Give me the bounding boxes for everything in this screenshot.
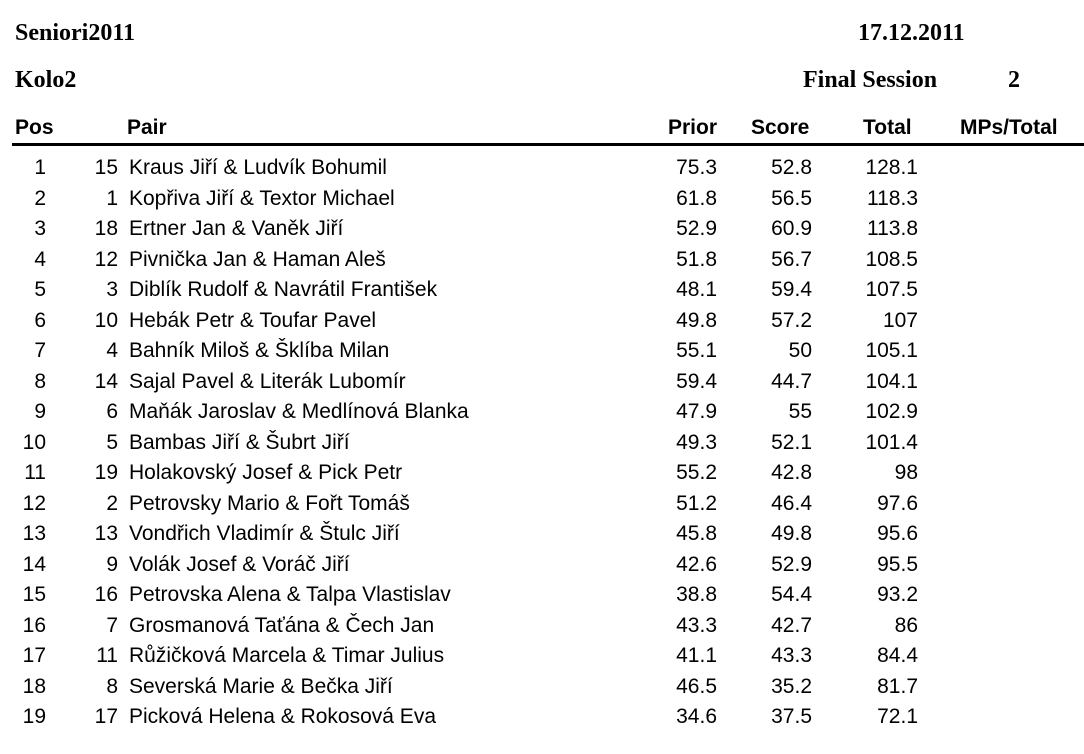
column-header-pair: Pair xyxy=(127,116,167,139)
table-row xyxy=(0,245,1084,276)
table-row xyxy=(0,611,1084,642)
cell-total: 118.3 xyxy=(867,186,918,210)
cell-pair-names: Bahník Miloš & Šklíba Milan xyxy=(129,339,390,362)
table-row xyxy=(0,580,1084,611)
cell-pos: 10 xyxy=(22,430,46,454)
cell-score: 59.4 xyxy=(771,278,812,301)
cell-pair-number: 3 xyxy=(106,278,118,301)
column-header-mps-total: MPs/Total xyxy=(960,116,1058,139)
session-number: 2 xyxy=(1008,67,1020,93)
cell-pair-number: 6 xyxy=(106,400,118,423)
cell-pair-names: Petrovsky Mario & Fořt Tomáš xyxy=(129,491,410,515)
cell-pair-number: 14 xyxy=(94,369,118,393)
cell-total: 107 xyxy=(882,308,918,332)
cell-pair-names: Kopřiva Jiří & Textor Michael xyxy=(129,186,395,210)
table-row xyxy=(0,336,1084,367)
cell-pair-number: 1 xyxy=(106,186,118,210)
table-row xyxy=(0,550,1084,581)
cell-pair-number: 10 xyxy=(94,308,118,332)
table-row xyxy=(0,275,1084,306)
cell-pos: 18 xyxy=(22,674,46,698)
cell-total: 128.1 xyxy=(865,156,918,179)
cell-total: 113.8 xyxy=(867,217,918,240)
cell-pair-names: Pivnička Jan & Haman Aleš xyxy=(129,247,386,271)
cell-pair-names: Bambas Jiří & Šubrt Jiří xyxy=(129,430,350,454)
table-row xyxy=(0,489,1084,520)
cell-prior: 49.3 xyxy=(676,430,717,454)
cell-total: 72.1 xyxy=(877,705,918,728)
cell-pair-names: Kraus Jiří & Ludvík Bohumil xyxy=(129,156,387,179)
cell-pos: 2 xyxy=(34,186,46,210)
cell-pair-number: 5 xyxy=(106,430,118,454)
cell-score: 57.2 xyxy=(771,308,812,332)
table-row xyxy=(0,702,1084,733)
cell-score: 46.4 xyxy=(771,491,812,515)
column-header-pos: Pos xyxy=(15,116,54,139)
cell-total: 98 xyxy=(894,461,918,484)
cell-pair-number: 2 xyxy=(106,491,118,515)
cell-score: 52.8 xyxy=(771,156,812,179)
cell-prior: 49.8 xyxy=(676,308,717,332)
cell-pair-number: 4 xyxy=(106,339,118,362)
cell-prior: 42.6 xyxy=(676,552,717,576)
cell-pair-names: Růžičková Marcela & Timar Julius xyxy=(129,644,445,667)
cell-pair-names: Ertner Jan & Vaněk Jiří xyxy=(129,217,344,240)
table-row xyxy=(0,672,1084,703)
cell-prior: 45.8 xyxy=(676,522,717,545)
session-label: Final Session xyxy=(803,67,938,93)
cell-prior: 47.9 xyxy=(676,400,717,423)
cell-total: 95.6 xyxy=(877,522,918,545)
cell-pair-names: Volák Josef & Voráč Jiří xyxy=(129,552,350,576)
cell-pos: 1 xyxy=(34,156,46,179)
table-row xyxy=(0,153,1084,184)
cell-pair-names: Petrovska Alena & Talpa Vlastislav xyxy=(129,583,451,606)
cell-prior: 75.3 xyxy=(676,156,717,179)
cell-pos: 3 xyxy=(34,217,46,240)
cell-prior: 55.1 xyxy=(676,339,717,362)
cell-pair-number: 11 xyxy=(96,644,118,667)
cell-total: 97.6 xyxy=(877,491,918,515)
cell-pos: 11 xyxy=(24,461,46,484)
cell-pos: 19 xyxy=(22,705,46,728)
cell-pair-names: Grosmanová Taťána & Čech Jan xyxy=(129,613,435,637)
cell-prior: 43.3 xyxy=(676,613,717,637)
cell-pair-number: 16 xyxy=(94,583,118,606)
cell-pos: 16 xyxy=(22,613,46,637)
cell-prior: 51.8 xyxy=(676,247,717,271)
column-header-prior: Prior xyxy=(668,116,718,139)
table-row xyxy=(0,428,1084,459)
cell-total: 105.1 xyxy=(865,339,918,362)
cell-pair-names: Picková Helena & Rokosová Eva xyxy=(129,705,436,728)
results-table xyxy=(0,153,1084,733)
cell-pair-names: Diblík Rudolf & Navrátil František xyxy=(129,278,438,301)
table-row xyxy=(0,397,1084,428)
cell-prior: 59.4 xyxy=(676,369,717,393)
cell-score: 37.5 xyxy=(771,705,812,728)
cell-pos: 12 xyxy=(22,491,46,515)
cell-score: 43.3 xyxy=(771,644,812,667)
cell-prior: 55.2 xyxy=(676,461,717,484)
cell-score: 56.7 xyxy=(771,247,812,271)
cell-prior: 52.9 xyxy=(676,217,717,240)
cell-total: 93.2 xyxy=(877,583,918,606)
cell-pos: 6 xyxy=(34,308,46,332)
table-row xyxy=(0,458,1084,489)
table-row xyxy=(0,641,1084,672)
cell-pair-number: 7 xyxy=(106,613,118,637)
cell-pos: 7 xyxy=(34,339,46,362)
cell-score: 50 xyxy=(788,339,812,362)
cell-prior: 61.8 xyxy=(676,186,717,210)
cell-score: 60.9 xyxy=(771,217,812,240)
cell-pos: 14 xyxy=(22,552,46,576)
table-row xyxy=(0,184,1084,215)
cell-prior: 38.8 xyxy=(676,583,717,606)
table-row xyxy=(0,519,1084,550)
cell-score: 49.8 xyxy=(771,522,812,545)
cell-pos: 13 xyxy=(22,522,46,545)
cell-score: 55 xyxy=(788,400,812,423)
table-row xyxy=(0,214,1084,245)
cell-pos: 4 xyxy=(34,247,46,271)
cell-pair-number: 17 xyxy=(94,705,118,728)
header-divider xyxy=(12,143,1084,146)
column-header-score: Score xyxy=(751,116,810,139)
cell-prior: 46.5 xyxy=(676,674,717,698)
cell-pos: 15 xyxy=(22,583,46,606)
cell-total: 107.5 xyxy=(865,278,918,301)
cell-pair-number: 19 xyxy=(94,461,118,484)
cell-pair-names: Holakovský Josef & Pick Petr xyxy=(129,461,403,484)
cell-pair-number: 9 xyxy=(106,552,118,576)
cell-total: 81.7 xyxy=(877,674,918,698)
cell-prior: 48.1 xyxy=(676,278,717,301)
cell-total: 104.1 xyxy=(865,369,918,393)
cell-total: 84.4 xyxy=(877,644,918,667)
cell-pair-names: Severská Marie & Bečka Jiří xyxy=(129,674,393,698)
cell-score: 42.7 xyxy=(771,613,812,637)
event-date: 17.12.2011 xyxy=(858,20,965,46)
cell-pair-names: Hebák Petr & Toufar Pavel xyxy=(129,308,377,332)
cell-pair-number: 18 xyxy=(94,217,118,240)
table-row xyxy=(0,367,1084,398)
cell-total: 95.5 xyxy=(877,552,918,576)
cell-pos: 9 xyxy=(34,400,46,423)
cell-pos: 5 xyxy=(34,278,46,301)
cell-pair-number: 12 xyxy=(94,247,118,271)
event-title: Seniori2011 xyxy=(15,20,136,46)
cell-pair-names: Sajal Pavel & Literák Lubomír xyxy=(129,369,406,393)
cell-score: 52.1 xyxy=(771,430,812,454)
cell-total: 102.9 xyxy=(865,400,918,423)
column-header-total: Total xyxy=(863,116,912,139)
cell-prior: 51.2 xyxy=(676,491,717,515)
cell-prior: 41.1 xyxy=(676,644,717,667)
cell-pair-names: Vondřich Vladimír & Štulc Jiří xyxy=(129,522,400,545)
cell-prior: 34.6 xyxy=(676,705,717,728)
cell-pair-number: 13 xyxy=(94,522,118,545)
cell-score: 42.8 xyxy=(771,461,812,484)
cell-score: 56.5 xyxy=(771,186,812,210)
cell-pos: 17 xyxy=(22,644,46,667)
cell-total: 86 xyxy=(894,613,918,637)
cell-score: 35.2 xyxy=(771,674,812,698)
cell-score: 44.7 xyxy=(771,369,812,393)
cell-total: 108.5 xyxy=(865,247,918,271)
cell-pos: 8 xyxy=(34,369,46,393)
round-title: Kolo2 xyxy=(15,67,77,93)
cell-score: 52.9 xyxy=(771,552,812,576)
table-row xyxy=(0,306,1084,337)
cell-total: 101.4 xyxy=(865,430,918,454)
cell-pair-number: 8 xyxy=(106,674,118,698)
cell-pair-number: 15 xyxy=(94,156,118,179)
cell-score: 54.4 xyxy=(771,583,812,606)
cell-pair-names: Maňák Jaroslav & Medlínová Blanka xyxy=(129,400,469,423)
